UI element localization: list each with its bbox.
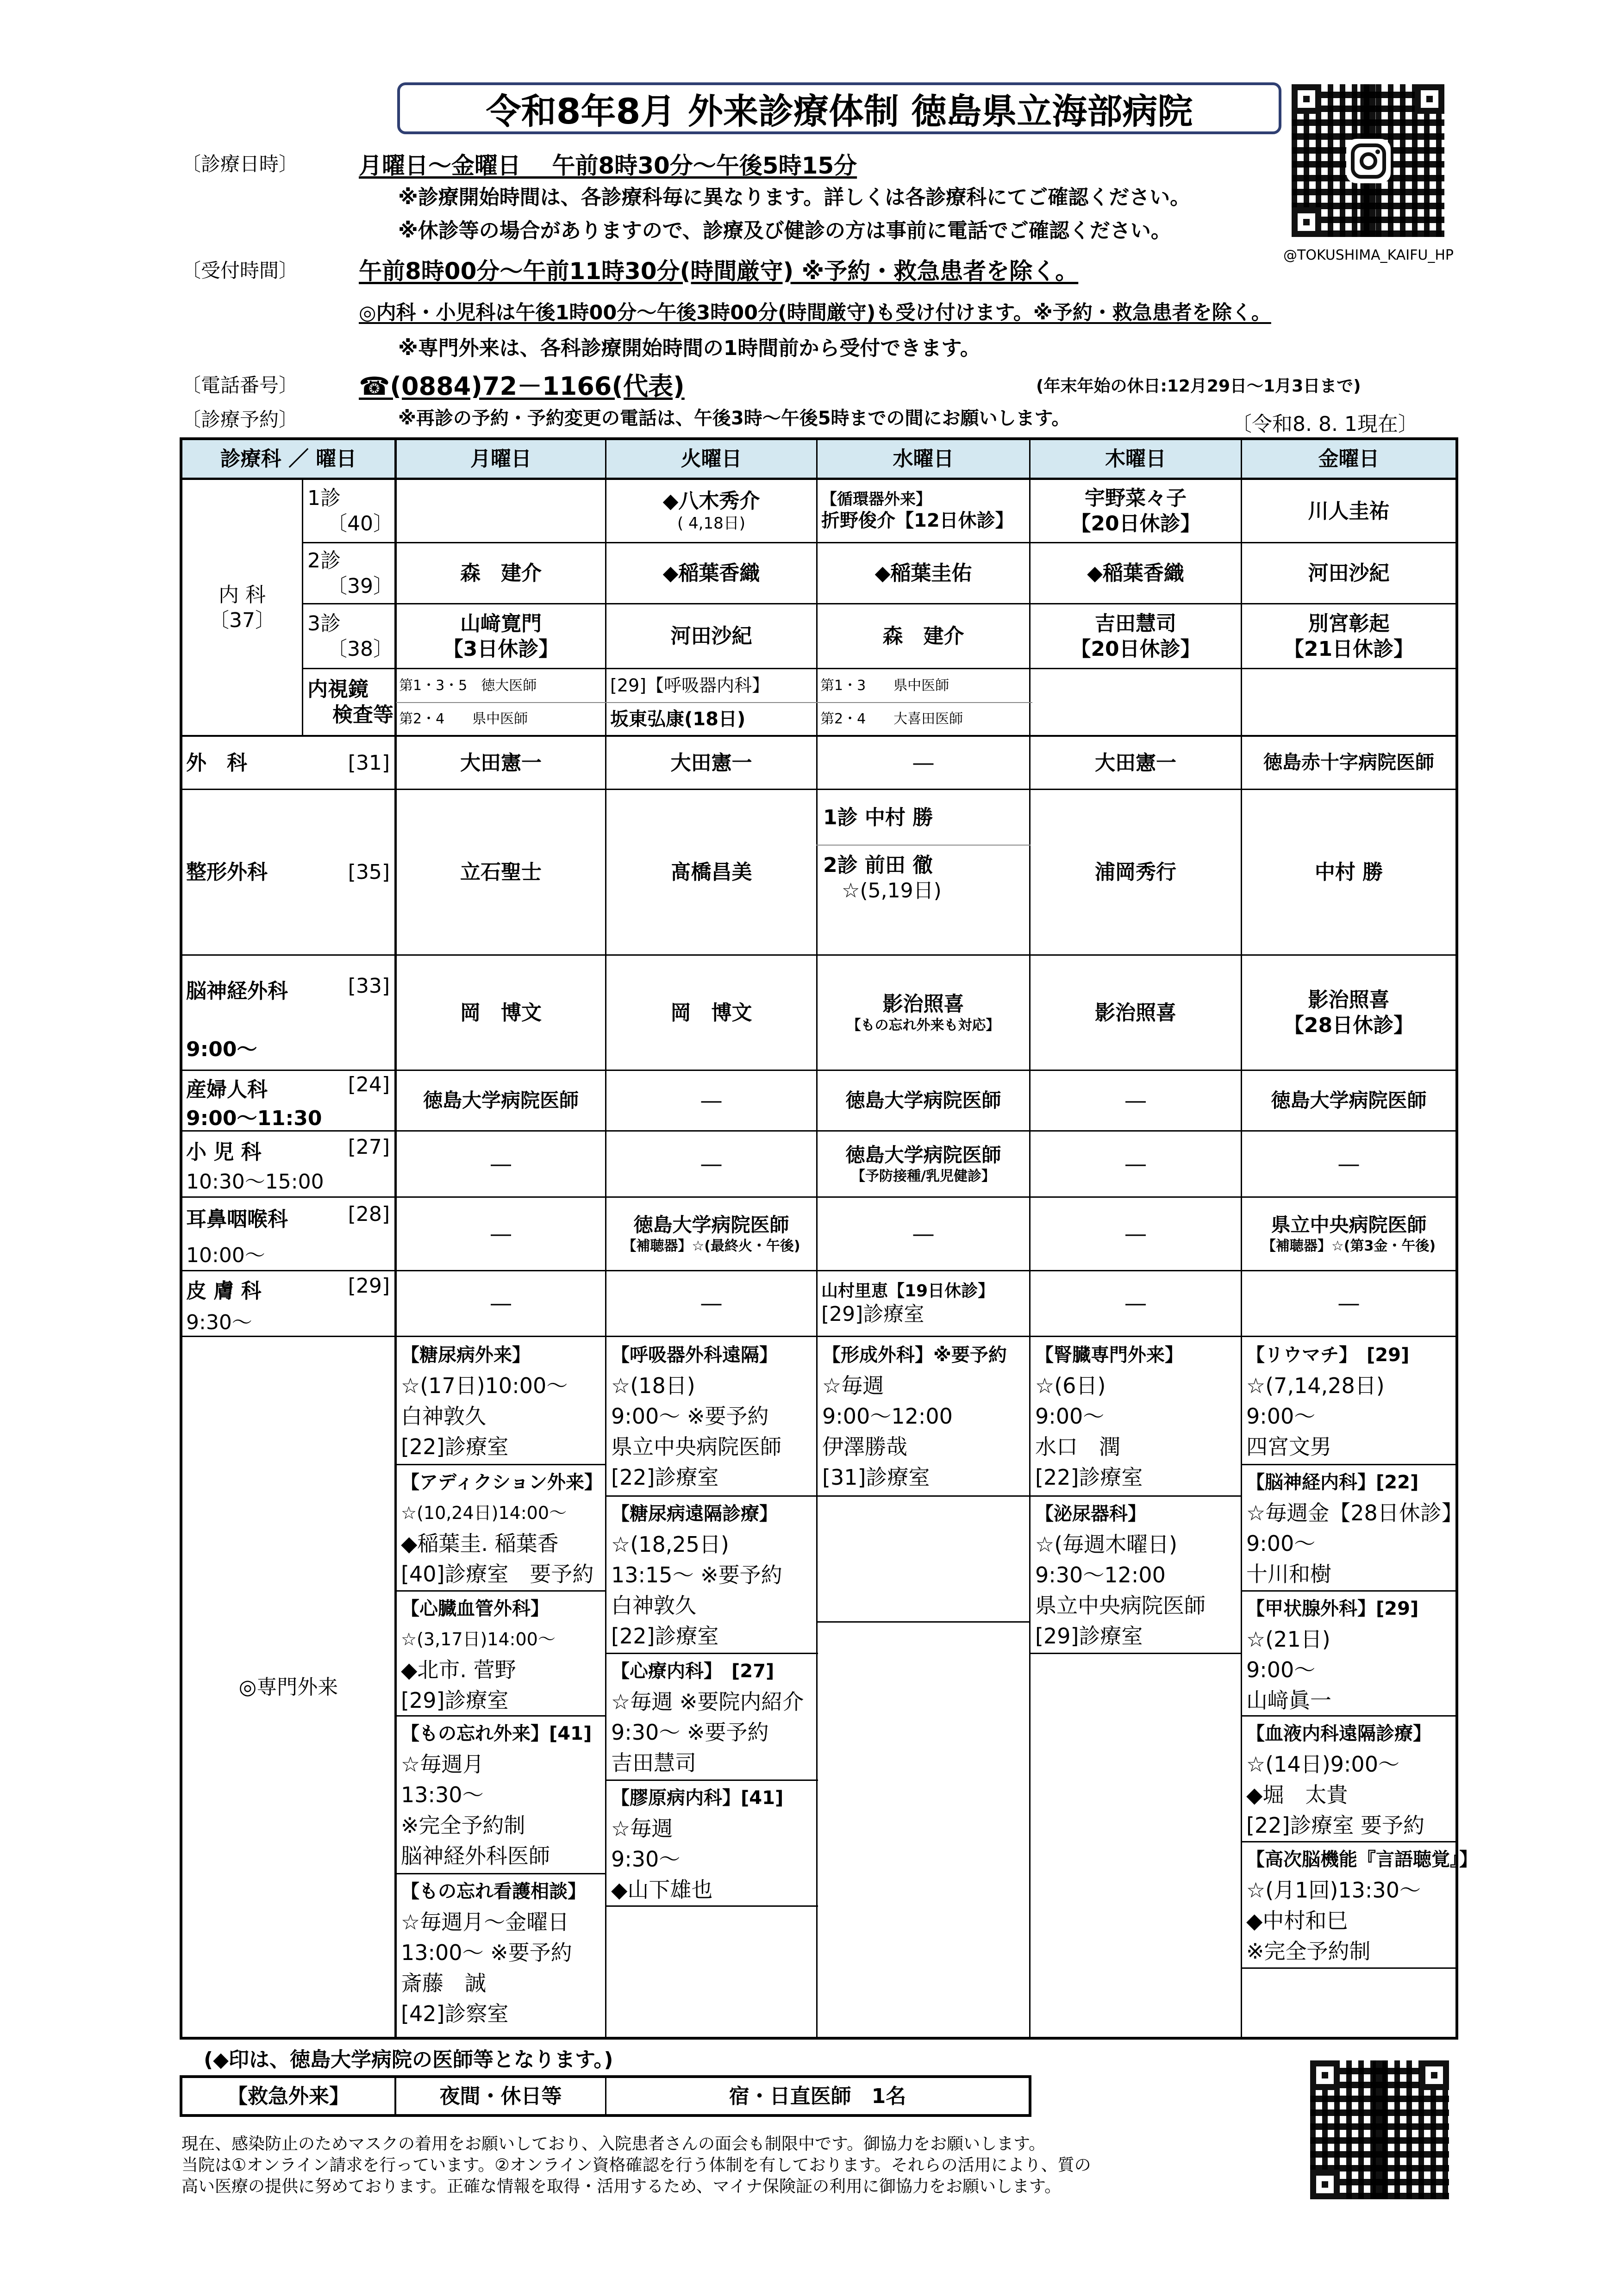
instagram-qr-code[interactable] bbox=[1292, 84, 1444, 237]
endoscopy-wed-1: 第1・3 県中医師 bbox=[820, 677, 949, 694]
special-wed-block bbox=[822, 1340, 1007, 1493]
dept-pediatrics-name: 小 児 科 bbox=[186, 1140, 262, 1164]
internal-1-thu-doctor: 宇野菜々子 bbox=[1085, 486, 1187, 510]
endoscopy-mon-1: 第1・3・5 徳大医師 bbox=[399, 677, 537, 694]
footnote: (◆印は、徳島大学病院の医師等となります。) bbox=[204, 2048, 613, 2072]
special-fri-block bbox=[1246, 1718, 1431, 1841]
special-tue-heading: 【呼吸器外科遠隔】 bbox=[611, 1344, 778, 1366]
internal-1-thu bbox=[1031, 480, 1241, 542]
internal-2-name: 2診 bbox=[307, 548, 341, 572]
special-mon-line: 脳神経外科医師 bbox=[401, 1843, 550, 1868]
ent-tue bbox=[606, 1198, 816, 1270]
special-tue-heading: 【糖尿病遠隔診療】 bbox=[611, 1503, 778, 1524]
internal-1-wed-doctor: 折野俊介【12日休診】 bbox=[821, 510, 1014, 532]
emergency-label: 【救急外来】 bbox=[227, 2084, 350, 2108]
special-wed-line: 9:00～12:00 bbox=[822, 1404, 953, 1429]
internal-1-tue-note: ( 4,18日) bbox=[677, 514, 746, 533]
special-mon-block bbox=[401, 1467, 603, 1589]
special-thu-heading: 【腎臓専門外来】 bbox=[1035, 1344, 1183, 1366]
reception-note-1: ◎内科・小児科は午後1時00分～午後3時00分(時間厳守)も受け付けます。※予約・救急患者を除く。 bbox=[359, 301, 1271, 324]
special-mon-heading: 【アディクション外来】 bbox=[401, 1472, 603, 1493]
special-mon-heading: 【糖尿病外来】 bbox=[401, 1344, 531, 1366]
internal-1-tue-doctor: ◆八木秀介 bbox=[662, 489, 760, 513]
special-thu-line: [29]診療室 bbox=[1035, 1624, 1143, 1649]
special-mon-line: [42]診察室 bbox=[401, 2001, 509, 2026]
ortho-wed-2-dates: ☆(5,19日) bbox=[842, 879, 942, 902]
dept-ortho-room: [35] bbox=[348, 860, 390, 884]
header-thursday: 木曜日 bbox=[1105, 447, 1166, 471]
pediatrics-mon: ― bbox=[491, 1152, 511, 1176]
as-of-date: 〔令和8. 8. 1現在〕 bbox=[1231, 412, 1418, 436]
special-fri-line: 四宮文男 bbox=[1246, 1434, 1331, 1459]
derm-thu: ― bbox=[1125, 1292, 1146, 1315]
ent-tue-note: 【補聴器】☆(最終火・午後) bbox=[622, 1238, 800, 1254]
bottom-note-2: 当院は①オンライン請求を行っています。②オンライン資格確認を行う体制を有しております。それらの活用により、質の bbox=[181, 2156, 1091, 2175]
dept-ortho-name: 整形外科 bbox=[186, 860, 268, 884]
header-monday: 月曜日 bbox=[470, 447, 531, 471]
special-fri-line: 9:00～ bbox=[1246, 1404, 1316, 1429]
special-thu-line: ☆(6日) bbox=[1035, 1373, 1106, 1398]
header-wednesday: 水曜日 bbox=[893, 447, 954, 471]
special-fri-line: ◆堀 太貴 bbox=[1246, 1782, 1348, 1807]
internal-3-label bbox=[307, 604, 394, 668]
special-thu-line: 水口 潤 bbox=[1035, 1434, 1120, 1459]
special-tue-block bbox=[611, 1340, 781, 1493]
neuro-mon: 岡 博文 bbox=[460, 1001, 542, 1025]
special-thu-line: 9:30～12:00 bbox=[1035, 1562, 1166, 1587]
special-fri-block bbox=[1246, 1467, 1463, 1589]
dept-surgery bbox=[186, 737, 390, 789]
ortho-wed-2-doctor: 2診 前田 徹 bbox=[823, 853, 933, 877]
dept-neuro-name: 脳神経外科 bbox=[186, 979, 288, 1003]
endoscopy-wed-2: 第2・4 大喜田医師 bbox=[820, 710, 963, 727]
instagram-icon bbox=[1346, 139, 1391, 183]
reception-note-2: ※専門外来は、各科診療開始時間の1時間前から受付できます。 bbox=[398, 336, 981, 360]
special-mon-heading: 【心臓血管外科】 bbox=[401, 1598, 549, 1619]
internal-2-tue: ◆稲葉香織 bbox=[662, 561, 760, 585]
ent-fri-note: 【補聴器】☆(第3金・午後) bbox=[1262, 1238, 1436, 1254]
hours-note-1: ※診療開始時間は、各診療科毎に異なります。詳しくは各診療科にてご確認ください。 bbox=[398, 186, 1191, 209]
reservation-label: 〔診療予約〕 bbox=[181, 408, 299, 431]
dept-pediatrics-room: [27] bbox=[348, 1135, 390, 1159]
obgyn-tue: ― bbox=[701, 1089, 722, 1113]
special-tue-block bbox=[611, 1783, 783, 1905]
internal-3-fri bbox=[1242, 604, 1455, 668]
ortho-wed-2 bbox=[823, 846, 1029, 910]
special-fri-line: 山﨑眞一 bbox=[1246, 1688, 1331, 1713]
header-tuesday: 火曜日 bbox=[681, 447, 742, 471]
phone-label: 〔電話番号〕 bbox=[181, 374, 299, 397]
dept-ent bbox=[186, 1198, 390, 1270]
special-thu-block bbox=[1035, 1340, 1183, 1493]
internal-3-name: 3診 bbox=[307, 611, 341, 635]
dept-dermatology bbox=[186, 1271, 390, 1336]
special-mon-line: [29]診療室 bbox=[401, 1688, 509, 1713]
internal-1-wed bbox=[821, 480, 1029, 542]
sns-handle: @TOKUSHIMA_KAIFU_HP bbox=[1283, 247, 1454, 263]
special-fri-heading: 【リウマチ】 [29] bbox=[1246, 1344, 1410, 1366]
internal-2-wed: ◆稲葉圭佑 bbox=[874, 561, 972, 585]
obgyn-thu: ― bbox=[1125, 1089, 1146, 1113]
pediatrics-thu: ― bbox=[1125, 1152, 1146, 1176]
internal-3-mon-doctor: 山﨑寛門 bbox=[460, 611, 542, 635]
special-fri-line: ☆(21日) bbox=[1246, 1627, 1330, 1652]
special-mon-line: [40]診療室 要予約 bbox=[401, 1562, 594, 1587]
special-fri-heading: 【血液内科遠隔診療】 bbox=[1246, 1723, 1431, 1744]
special-mon-block bbox=[401, 1876, 586, 2029]
derm-mon: ― bbox=[491, 1292, 511, 1315]
endoscopy-label-2: 検査等 bbox=[332, 703, 394, 727]
special-fri-heading: 【脳神経内科】[22] bbox=[1246, 1472, 1419, 1493]
special-mon-heading: 【もの忘れ看護相談】 bbox=[401, 1881, 586, 1902]
special-tue-line: ☆(18日) bbox=[611, 1373, 695, 1398]
special-fri-line: ☆毎週金【28日休診】 bbox=[1246, 1500, 1463, 1525]
special-mon-line: 13:30～ bbox=[401, 1782, 484, 1807]
ortho-fri: 中村 勝 bbox=[1314, 860, 1383, 884]
special-fri-line: ☆(14日)9:00～ bbox=[1246, 1752, 1399, 1777]
header-friday: 金曜日 bbox=[1318, 447, 1380, 471]
internal-3-room: 〔38〕 bbox=[327, 637, 394, 661]
dept-derm-name: 皮 膚 科 bbox=[186, 1279, 262, 1303]
dept-obgyn-name: 産婦人科 bbox=[186, 1078, 268, 1101]
special-mon-line: ☆(3,17日)14:00～ bbox=[401, 1629, 556, 1649]
dept-internal-name: 内 科 bbox=[219, 583, 266, 607]
dept-surgery-name: 外 科 bbox=[186, 751, 247, 775]
internal-1-room: 〔40〕 bbox=[327, 512, 394, 535]
special-mon-block bbox=[401, 1340, 568, 1462]
special-tue-line: ☆毎週 bbox=[611, 1816, 673, 1841]
special-tue-line: [22]診療室 bbox=[611, 1465, 719, 1490]
special-mon-line: 白神敦久 bbox=[401, 1404, 486, 1429]
ortho-mon: 立石聖士 bbox=[460, 860, 542, 884]
neuro-wed-note: 【もの忘れ外来も対応】 bbox=[847, 1017, 1000, 1033]
internal-1-tue bbox=[606, 480, 816, 542]
internal-3-fri-note: 【21日休診】 bbox=[1283, 637, 1414, 661]
special-thu-line: ☆(毎週木曜日) bbox=[1035, 1532, 1178, 1557]
endoscopy-tue-1: [29]【呼吸器内科】 bbox=[610, 675, 770, 696]
ent-fri-doctor: 県立中央病院医師 bbox=[1271, 1213, 1427, 1236]
derm-wed-room: [29]診療室 bbox=[821, 1302, 924, 1326]
internal-1-wed-clinic: 【循環器外来】 bbox=[821, 490, 931, 509]
reception-label: 〔受付時間〕 bbox=[181, 259, 299, 282]
ent-wed: ― bbox=[913, 1222, 934, 1246]
endoscopy-label-1: 内視鏡 bbox=[307, 678, 369, 701]
special-fri-line: 9:00～ bbox=[1246, 1657, 1316, 1682]
special-tue-heading: 【心療内科】 [27] bbox=[611, 1661, 775, 1682]
dept-neuro-room: [33] bbox=[348, 974, 390, 998]
derm-fri: ― bbox=[1338, 1292, 1359, 1315]
dept-surgery-room: [31] bbox=[348, 751, 390, 775]
special-mon-line: [22]診療室 bbox=[401, 1434, 509, 1459]
special-tue-line: 県立中央病院医師 bbox=[611, 1434, 781, 1459]
ortho-wed-1: 1診 中村 勝 bbox=[823, 805, 933, 829]
dept-derm-room: [29] bbox=[348, 1274, 390, 1298]
ent-tue-doctor: 徳島大学病院医師 bbox=[633, 1213, 789, 1236]
special-mon-line: ◆稲葉圭. 稲葉香 bbox=[401, 1531, 559, 1556]
special-mon-block bbox=[401, 1718, 592, 1871]
special-wed-line: 伊澤勝哉 bbox=[822, 1434, 907, 1459]
special-tue-line: ◆山下雄也 bbox=[611, 1877, 713, 1902]
internal-3-fri-doctor: 別宮彰起 bbox=[1308, 611, 1390, 635]
neuro-fri-doctor: 影治照喜 bbox=[1308, 988, 1390, 1012]
reception-value: 午前8時00分～午前11時30分(時間厳守) ※予約・救急患者を除く。 bbox=[359, 258, 1079, 285]
dept-ent-name: 耳鼻咽喉科 bbox=[186, 1207, 288, 1231]
special-mon-line: ※完全予約制 bbox=[401, 1813, 525, 1838]
special-mon-line: 斎藤 誠 bbox=[401, 1971, 486, 1996]
bottom-note-1: 現在、感染防止のためマスクの着用をお願いしており、入院患者さんの面会も制限中です。御協力をお願いします。 bbox=[181, 2134, 1046, 2153]
dept-pediatrics-time: 10:30～15:00 bbox=[186, 1170, 324, 1194]
special-tue-line: 9:30～ ※要予約 bbox=[611, 1720, 769, 1745]
bottom-note-3: 高い医療の提供に努めております。正確な情報を取得・活用するため、マイナ保険証の利用に御協力をお願いします。 bbox=[181, 2177, 1062, 2196]
special-fri-line: 十川和樹 bbox=[1246, 1562, 1331, 1587]
special-fri-line: ☆(月1回)13:30～ bbox=[1246, 1878, 1421, 1903]
internal-3-thu-doctor: 吉田慧司 bbox=[1095, 611, 1176, 635]
neuro-thu: 影治照喜 bbox=[1095, 1001, 1176, 1025]
dept-neuro-time: 9:00～ bbox=[186, 1038, 257, 1061]
endoscopy-tue-2: 坂東弘康(18日) bbox=[610, 708, 746, 730]
hours-label: 〔診療日時〕 bbox=[181, 153, 299, 175]
special-tue-heading: 【膠原病内科】[41] bbox=[611, 1787, 784, 1809]
special-tue-block bbox=[611, 1656, 804, 1778]
special-thu-block bbox=[1035, 1499, 1206, 1651]
obgyn-mon: 徳島大学病院医師 bbox=[423, 1089, 579, 1112]
pediatrics-wed-doctor: 徳島大学病院医師 bbox=[845, 1144, 1001, 1166]
special-fri-block bbox=[1246, 1593, 1418, 1716]
surgery-mon: 大田憲一 bbox=[460, 751, 542, 775]
derm-wed bbox=[821, 1271, 1029, 1336]
pediatrics-wed bbox=[818, 1132, 1029, 1196]
derm-tue: ― bbox=[701, 1292, 722, 1315]
phone-number[interactable]: ☎(0884)72－1166(代表) bbox=[359, 372, 685, 401]
endoscopy-label bbox=[307, 669, 394, 735]
internal-3-mon-note: 【3日休診】 bbox=[443, 637, 559, 661]
pediatrics-tue: ― bbox=[701, 1152, 722, 1176]
hours-note-2: ※休診等の場合がありますので、診療及び健診の方は事前に電話でご確認ください。 bbox=[398, 219, 1171, 243]
surgery-fri: 徳島赤十字病院医師 bbox=[1263, 751, 1434, 774]
dept-obgyn-room: [24] bbox=[348, 1073, 390, 1096]
dept-pediatrics bbox=[186, 1132, 390, 1196]
special-tue-line: ☆(18,25日) bbox=[611, 1532, 729, 1557]
obgyn-fri: 徳島大学病院医師 bbox=[1271, 1089, 1427, 1112]
special-mon-line: ☆毎週月～金曜日 bbox=[401, 1910, 569, 1935]
surgery-tue: 大田憲一 bbox=[670, 751, 752, 775]
pediatrics-fri: ― bbox=[1338, 1152, 1359, 1176]
website-qr-code[interactable] bbox=[1310, 2060, 1449, 2199]
special-thu-line: 県立中央病院医師 bbox=[1035, 1593, 1206, 1618]
special-mon-heading: 【もの忘れ外来】[41] bbox=[401, 1723, 592, 1744]
internal-3-thu-note: 【20日休診】 bbox=[1070, 637, 1201, 661]
special-wed-heading: 【形成外科】※要予約 bbox=[822, 1344, 1007, 1366]
internal-2-thu: ◆稲葉香織 bbox=[1087, 561, 1184, 585]
special-mon-line: 13:00～ ※要予約 bbox=[401, 1940, 572, 1965]
special-tue-line: 9:00～ ※要予約 bbox=[611, 1404, 769, 1429]
special-tue-line: 13:15～ ※要予約 bbox=[611, 1562, 782, 1587]
special-fri-line: ◆中村和巳 bbox=[1246, 1908, 1348, 1933]
special-wed-line: ☆毎週 bbox=[822, 1373, 884, 1398]
internal-2-room: 〔39〕 bbox=[327, 574, 394, 598]
special-fri-block bbox=[1246, 1340, 1409, 1462]
dept-derm-time: 9:30～ bbox=[186, 1311, 252, 1334]
internal-1-name: 1診 bbox=[307, 486, 341, 510]
ent-fri bbox=[1242, 1198, 1455, 1270]
special-mon-line: ☆(17日)10:00～ bbox=[401, 1373, 568, 1398]
special-fri-heading: 【高次脳機能『言語聴覚』】 bbox=[1246, 1849, 1478, 1870]
hours-value: 月曜日～金曜日 午前8時30分～午後5時15分 bbox=[359, 152, 857, 179]
dept-neurosurgery bbox=[186, 956, 390, 1070]
special-tue-line: ☆毎週 ※要院内紹介 bbox=[611, 1689, 804, 1714]
reservation-note: ※再診の予約・予約変更の電話は、午後3時～午後5時までの間にお願いします。 bbox=[398, 408, 1070, 429]
ortho-thu: 浦岡秀行 bbox=[1095, 860, 1176, 884]
special-fri-line: ☆(7,14,28日) bbox=[1246, 1373, 1385, 1398]
special-mon-line: ☆(10,24日)14:00～ bbox=[401, 1503, 567, 1523]
ortho-tue: 髙橋昌美 bbox=[670, 860, 752, 884]
dept-obgyn bbox=[186, 1071, 390, 1130]
dept-special-outpatient: ◎専門外来 bbox=[238, 1675, 338, 1699]
dept-ent-room: [28] bbox=[348, 1202, 390, 1226]
surgery-thu: 大田憲一 bbox=[1095, 751, 1176, 775]
ent-mon: ― bbox=[491, 1222, 511, 1246]
internal-2-fri: 河田沙紀 bbox=[1308, 561, 1390, 585]
dept-ent-time: 10:00～ bbox=[186, 1244, 265, 1267]
dept-obgyn-time: 9:00～11:30 bbox=[186, 1107, 322, 1130]
surgery-wed: ― bbox=[913, 751, 934, 775]
special-mon-line: ◆北市. 菅野 bbox=[401, 1657, 516, 1682]
neuro-fri-note: 【28日休診】 bbox=[1283, 1014, 1414, 1037]
emergency-time: 夜間・休日等 bbox=[439, 2084, 562, 2108]
internal-1-fri: 川人圭祐 bbox=[1308, 499, 1390, 523]
internal-2-mon: 森 建介 bbox=[460, 561, 542, 585]
neuro-tue: 岡 博文 bbox=[670, 1001, 752, 1025]
special-thu-heading: 【泌尿器科】 bbox=[1035, 1503, 1146, 1524]
holiday-note: (年末年始の休日:12月29日～1月3日まで) bbox=[1036, 377, 1361, 396]
special-fri-line: ※完全予約制 bbox=[1246, 1939, 1371, 1964]
emergency-staff: 宿・日直医師 1名 bbox=[729, 2084, 906, 2108]
special-tue-line: 白神敦久 bbox=[611, 1593, 696, 1618]
internal-1-thu-note: 【20日休診】 bbox=[1070, 512, 1201, 535]
neuro-wed-doctor: 影治照喜 bbox=[882, 992, 964, 1016]
internal-2-label bbox=[307, 543, 394, 603]
special-fri-heading: 【甲状腺外科】[29] bbox=[1246, 1598, 1419, 1619]
internal-3-wed: 森 建介 bbox=[882, 624, 964, 648]
neuro-fri bbox=[1242, 956, 1455, 1070]
special-wed-line: [31]診療室 bbox=[822, 1465, 930, 1490]
internal-3-mon bbox=[397, 604, 605, 668]
special-tue-line: [22]診療室 bbox=[611, 1624, 719, 1649]
dept-orthopedics bbox=[186, 790, 390, 954]
special-tue-line: 吉田慧司 bbox=[611, 1750, 696, 1775]
header-department-day: 診療科 ／ 曜日 bbox=[220, 447, 357, 471]
ent-thu: ― bbox=[1125, 1222, 1146, 1246]
neuro-wed bbox=[818, 956, 1029, 1070]
special-mon-block bbox=[401, 1593, 556, 1716]
special-tue-line: 9:30～ bbox=[611, 1847, 681, 1872]
internal-1-label bbox=[307, 480, 394, 542]
special-fri-block bbox=[1246, 1844, 1478, 1966]
internal-3-thu bbox=[1031, 604, 1241, 668]
page-title: 令和8年8月 外来診療体制 徳島県立海部病院 bbox=[397, 82, 1281, 134]
special-thu-line: 9:00～ bbox=[1035, 1404, 1105, 1429]
dept-internal-medicine bbox=[182, 480, 302, 735]
dept-internal-room: 〔37〕 bbox=[209, 608, 275, 632]
special-mon-line: ☆毎週月 bbox=[401, 1752, 484, 1777]
obgyn-wed: 徳島大学病院医師 bbox=[845, 1089, 1001, 1112]
special-thu-line: [22]診療室 bbox=[1035, 1465, 1143, 1490]
special-tue-block bbox=[611, 1499, 782, 1651]
pediatrics-wed-note: 【予防接種/乳児健診】 bbox=[851, 1168, 995, 1184]
internal-3-tue: 河田沙紀 bbox=[670, 624, 752, 648]
special-fri-line: 9:00～ bbox=[1246, 1531, 1316, 1556]
endoscopy-mon-2: 第2・4 県中医師 bbox=[399, 710, 528, 727]
special-fri-line: [22]診療室 要予約 bbox=[1246, 1813, 1425, 1838]
derm-wed-doctor: 山村里恵【19日休診】 bbox=[821, 1281, 995, 1300]
